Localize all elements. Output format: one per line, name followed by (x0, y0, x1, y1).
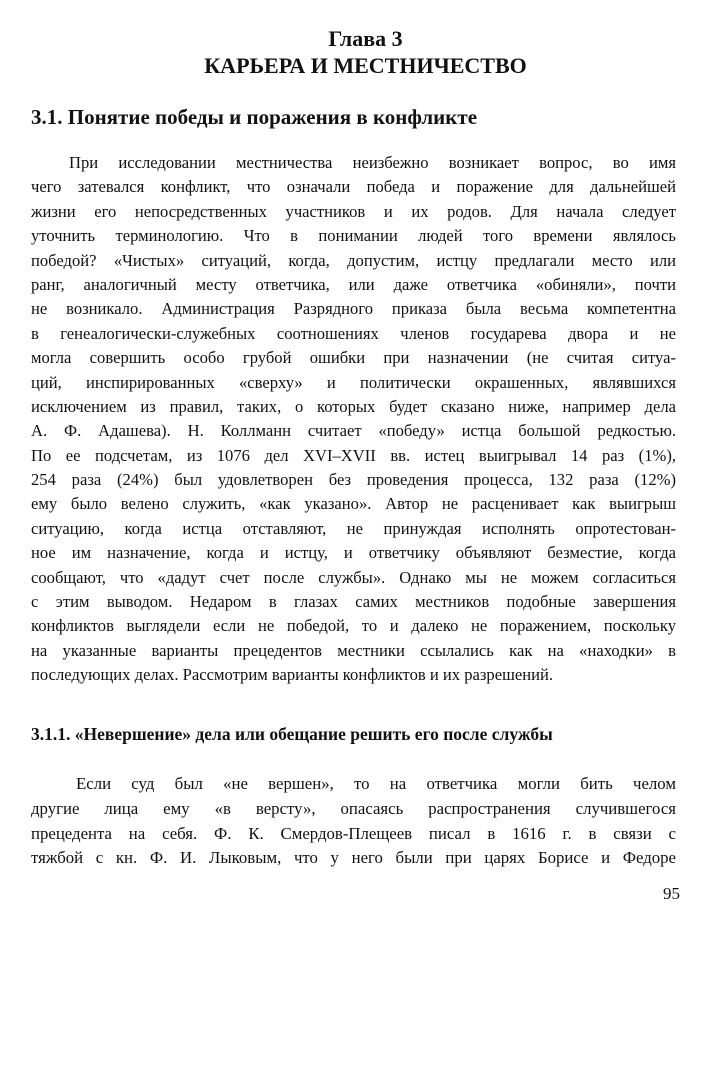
paragraph-line: прецедента на себя. Ф. К. Смердов-Плещеев писал в 1616 г. в связи с (31, 823, 676, 843)
paragraph-line: ранг, аналогичный месту ответчика, или даже ответчика «обиняли», почти (31, 274, 676, 294)
paragraph-line: ное им назначение, когда и истцу, и ответчику объявляют безместие, когда (31, 543, 676, 563)
paragraph-line: чего затевался конфликт, что означали победа и поражение для дальнейшей (31, 177, 676, 197)
paragraph-line: ций, инспирированных «сверху» и политически окрашенных, являвшихся (31, 372, 676, 392)
chapter-number: Глава 3 (328, 26, 403, 51)
paragraph-line: уточнить терминологию. Что в понимании людей того времени являлось (31, 226, 676, 246)
paragraph-line: с этим выводом. Недаром в глазах самих местников подобные завершения (31, 592, 676, 612)
section-body (31, 151, 676, 688)
paragraph-line: 254 раза (24%) был удовлетворен без проведения процесса, 132 раза (12%) (31, 470, 676, 490)
subsection-body (31, 772, 676, 871)
subsection-heading: 3.1.1. «Невершение» дела или обещание решить его после службы (31, 724, 553, 744)
paragraph-line: При исследовании местничества неизбежно возникает вопрос, во имя (69, 153, 676, 172)
paragraph-line: А. Ф. Адашева). Н. Коллманн считает «победу» истца большой редкостью. (31, 421, 676, 441)
paragraph-line: конфликтов выглядели если не победой, то и далеко не поражением, поскольку (31, 616, 676, 636)
paragraph-line: ситуацию, когда истца отставляют, не принуждая исполнять опротестован- (31, 518, 676, 538)
paragraph-line: ему было велено служить, «как указано». Автор не расценивает как выигрыш (31, 494, 676, 514)
paragraph-line: жизни его непосредственных участников и их родов. Для начала следует (31, 201, 676, 221)
section-heading: 3.1. Понятие победы и поражения в конфликте (31, 105, 478, 129)
paragraph-line: Если суд был «не вершен», то на ответчика могли бить челом (76, 774, 676, 793)
paragraph-line: исключением из правил, таких, о которых будет сказано ниже, например дела (31, 396, 676, 416)
paragraph-line: тяжбой с кн. Ф. И. Лыковым, что у него были при царях Борисе и Федоре (31, 848, 676, 868)
chapter-title: КАРЬЕРА И МЕСТНИЧЕСТВО (204, 53, 527, 78)
paragraph-line: победой? «Чистых» ситуаций, когда, допустим, истцу предлагали место или (31, 250, 676, 270)
paragraph-line: По ее подсчетам, из 1076 дел XVI–XVII вв. истец выигрывал 14 раз (1%), (31, 445, 676, 465)
paragraph-line: в генеалогически-служебных соотношениях членов государева двора и не (31, 323, 676, 343)
paragraph-line: могла совершить особо грубой ошибки при назначении (не считая ситуа- (31, 348, 676, 368)
paragraph-line: сообщают, что «дадут счет после службы». Однако мы не можем согласиться (31, 567, 676, 587)
paragraph-line: последующих делах. Рассмотрим варианты конфликтов и их разрешений. (31, 665, 554, 685)
paragraph-line: другие лица ему «в версту», опасаясь распространения случившегося (31, 798, 676, 818)
paragraph-line: на указанные варианты прецедентов местники ссылались как на «находки» в (31, 640, 676, 660)
paragraph-line: не возникало. Администрация Разрядного приказа была весьма компетентна (31, 299, 676, 319)
page-number: 95 (663, 884, 680, 903)
